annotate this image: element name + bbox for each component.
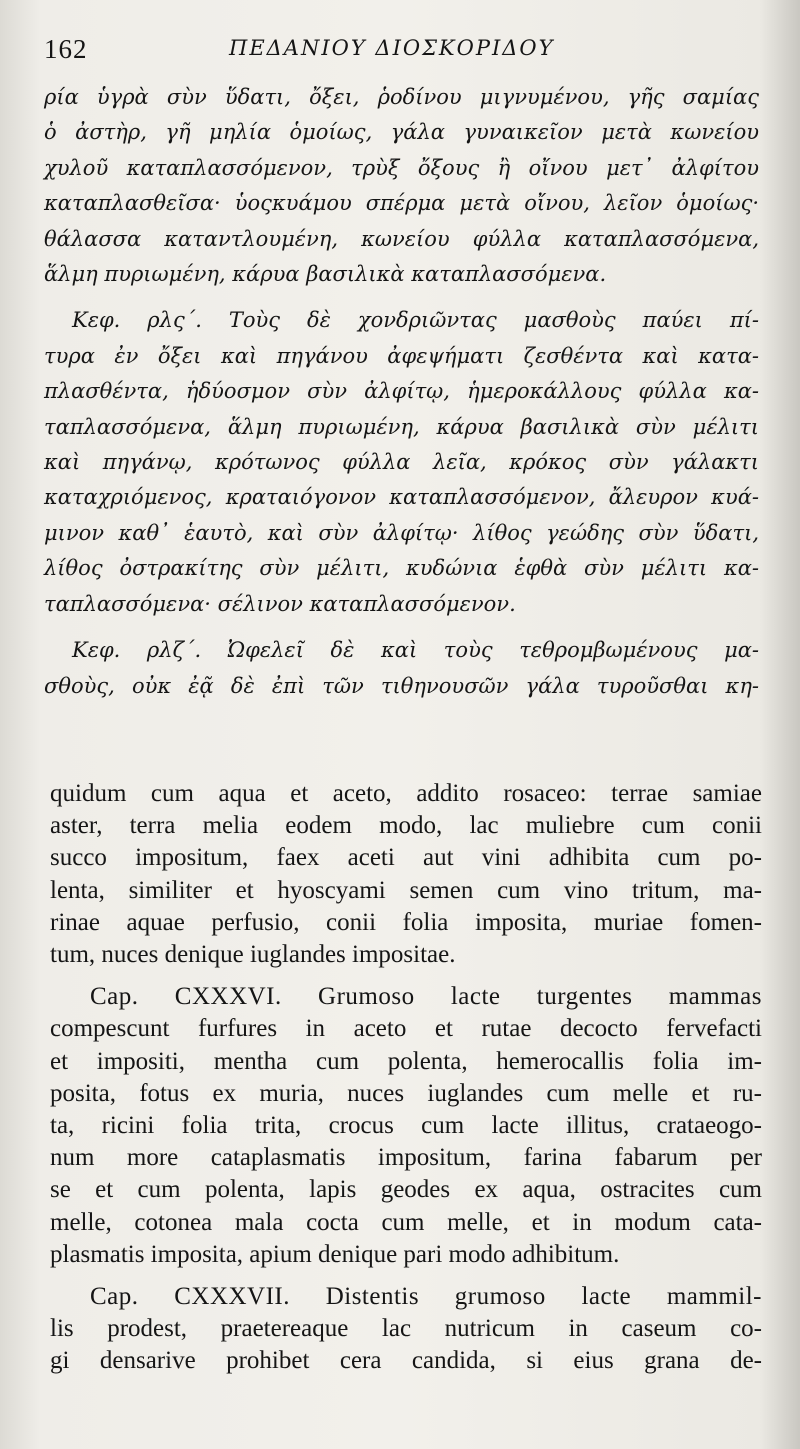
latin-line: succo impositum, faex aceti aut vini adhibita cum po-: [50, 844, 762, 872]
latin-line: ta, ricini folia trita, crocus cum lacte illitus, crataeogo-: [50, 1112, 762, 1140]
latin-paragraph: [50, 981, 762, 1013]
page-header: [44, 34, 764, 74]
greek-paragraph: [44, 669, 759, 704]
greek-line: θάλασσα καταντλουμένη, κωνείου φύλλα καταπλασσόμενα,: [44, 226, 759, 251]
latin-line: plasmatis imposita, apium denique pari modo adhibitum.: [50, 1240, 620, 1268]
latin-paragraph: [50, 778, 762, 971]
greek-line: ὁ ἀστὴρ, γῆ μηλία ὁμοίως, γάλα γυναικεῖον μετὰ κωνείου: [44, 120, 759, 145]
latin-line: rinae aquae perfusio, conii folia imposita, muriae fomen-: [50, 908, 762, 936]
greek-line: ρία ὑγρὰ σὺν ὕδατι, ὄξει, ῥοδίνου μιγνυμένου, γῆς σαμίας: [44, 85, 759, 109]
greek-line: ταπλασσόμενα, ἅλμη πυριωμένη, κάρυα βασιλικὰ σὺν μέλιτι: [44, 414, 759, 439]
latin-line: Cap. CXXXVI. Grumoso lacte turgentes mammas: [90, 983, 762, 1011]
latin-line: tum, nuces denique iuglandes impositae.: [50, 941, 456, 969]
latin-line: Cap. CXXXVII. Distentis grumoso lacte mammil-: [90, 1283, 762, 1311]
latin-line: aster, terra melia eodem modo, lac muliebre cum conii: [50, 812, 762, 840]
latin-line: quidum cum aqua et aceto, addito rosaceo: terrae samiae: [50, 780, 762, 807]
greek-line: Κεφ. ρλς΄. Τοὺς δὲ χονδριῶντας μασθοὺς παύει πί-: [72, 308, 759, 333]
greek-line: λίθος ὀστρακίτης σὺν μέλιτι, κυδώνια ἑφθὰ σὺν μέλιτι κα-: [44, 556, 759, 581]
greek-line: τυρα ἐν ὄξει καὶ πηγάνου ἀφεψήματι ζεσθέντα καὶ κατα-: [44, 343, 759, 368]
latin-paragraph: [50, 1281, 762, 1313]
greek-line: καταπλασθεῖσα· ὑοςκυάμου σπέρμα μετὰ οἴνου, λεῖον ὁμοίως·: [44, 191, 759, 216]
greek-line: πλασθέντα, ἡδύοσμον σὺν ἀλφίτῳ, ἡμεροκάλλους φύλλα κα-: [44, 379, 759, 404]
latin-line: lenta, similiter et hyoscyami semen cum vino tritum, ma-: [50, 876, 762, 904]
latin-line: lis prodest, praetereaque lac nutricum in caseum co-: [50, 1315, 762, 1343]
latin-line: melle, cotonea mala cocta cum melle, et in modum cata-: [50, 1208, 762, 1236]
latin-line: posita, fotus ex muria, nuces iuglandes cum melle et ru-: [50, 1079, 762, 1107]
page-number: 162: [44, 34, 88, 64]
greek-line: μινον καθ᾽ ἑαυτὸ, καὶ σὺν ἀλφίτῳ· λίθος γεώδης σὺν ὕδατι,: [44, 520, 759, 545]
latin-line: gi densarive prohibet cera candida, si eius grana de-: [50, 1347, 762, 1375]
greek-line: ἅλμη πυριωμένη, κάρυα βασιλικὰ καταπλασσόμενα.: [44, 262, 607, 287]
greek-text-block: [44, 80, 759, 704]
greek-line: καὶ πηγάνῳ, κρότωνος φύλλα λεῖα, κρόκος σὺν γάλακτι: [44, 450, 759, 475]
latin-line: compescunt furfures in aceto et rutae decocto fervefacti: [50, 1015, 762, 1043]
greek-line: καταχριόμενος, κραταιόγονον καταπλασσόμενον, ἄλευρον κυά-: [44, 485, 759, 510]
greek-paragraph: [44, 339, 759, 622]
latin-text-block: [50, 778, 762, 1378]
greek-paragraph: [44, 303, 759, 338]
greek-line: σθοὺς, οὐκ ἐᾷ δὲ ἐπὶ τῶν τιθηνουσῶν γάλα τυροῦσθαι κη-: [44, 673, 759, 698]
greek-line: ταπλασσόμενα· σέλινον καταπλασσόμενον.: [44, 591, 516, 616]
latin-line: se et cum polenta, lapis geodes ex aqua, ostracites cum: [50, 1176, 762, 1204]
greek-line: Κεφ. ρλζ΄. Ὠφελεῖ δὲ καὶ τοὺς τεθρομβωμένους μα-: [72, 638, 759, 663]
greek-line: χυλοῦ καταπλασσόμενον, τρὺξ ὄξους ἢ οἴνου μετ᾽ ἀλφίτου: [44, 155, 759, 180]
latin-line: num more cataplasmatis impositum, farina fabarum per: [50, 1144, 762, 1172]
latin-line: et impositi, mentha cum polenta, hemerocallis folia im-: [50, 1047, 762, 1075]
greek-paragraph: [44, 633, 759, 668]
greek-paragraph: [44, 80, 759, 292]
latin-paragraph: [50, 1313, 762, 1377]
latin-paragraph: [50, 1013, 762, 1271]
running-head: ΠΕΔΑΝΙΟΥ ΔΙΟΣΚΟΡΙΔΟΥ: [229, 36, 555, 60]
